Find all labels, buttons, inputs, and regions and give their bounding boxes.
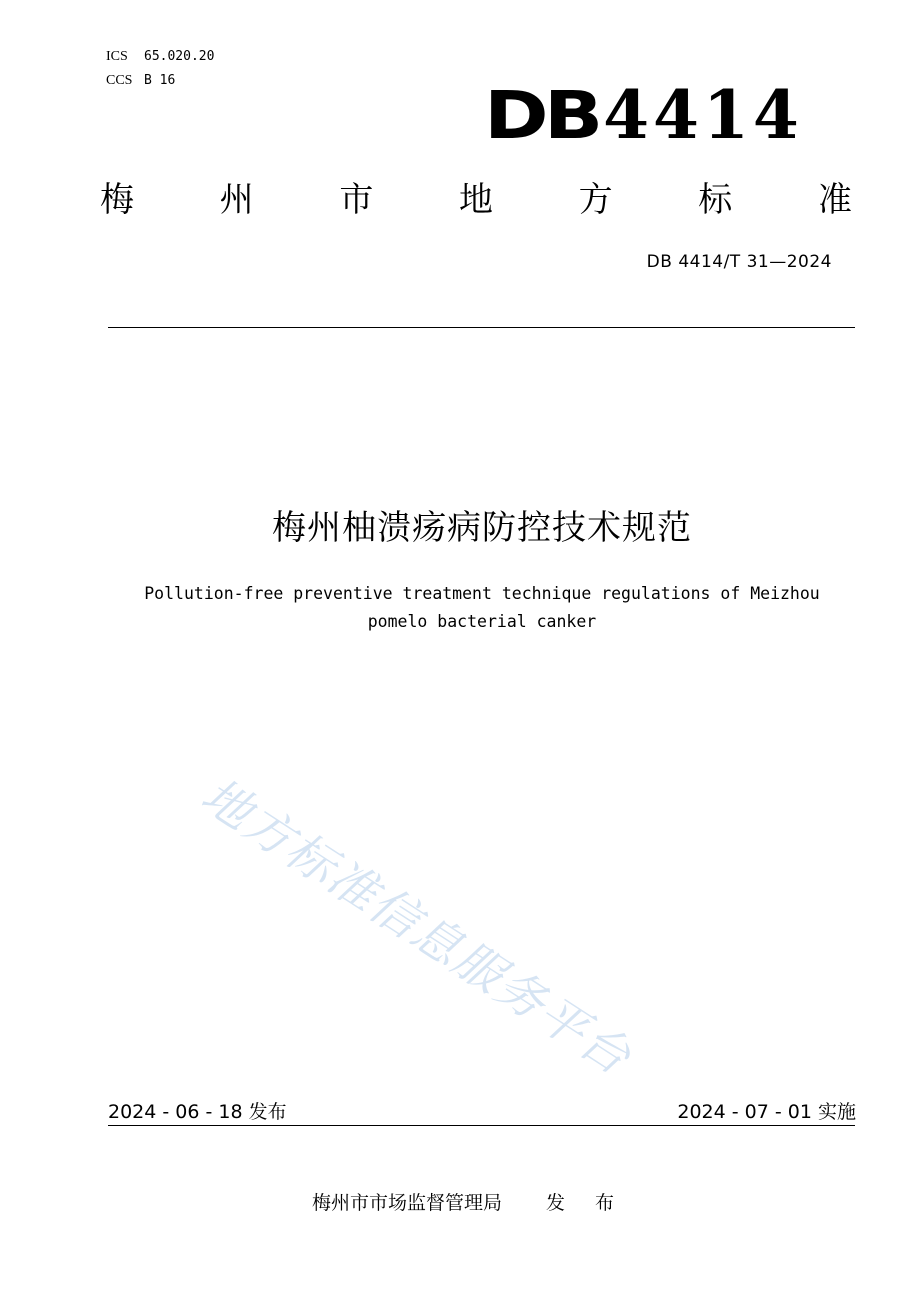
ics-value: 65.020.20 [144,49,215,64]
title-chinese: 梅州柚溃疡病防控技术规范 [272,508,692,548]
db-logo-number: 4414 [603,76,803,154]
footer-divider [108,1125,855,1126]
standard-kind [100,178,852,222]
watermark: 地方标准信息服务平台 [191,767,642,1087]
implement-date: 2024 - 07 - 01 实施 [677,1101,856,1123]
header-divider [108,327,855,328]
title-english-line: Pollution-free preventive treatment technique regulations of Meizhou [144,584,820,603]
db-logo-prefix: DB [484,77,599,154]
standard-kind-char: 梅 [100,180,134,220]
ccs-row [106,69,214,93]
standard-kind-char: 市 [339,180,374,220]
classification-codes [106,45,214,93]
release-date: 2024 - 06 - 18 发布 [108,1101,287,1123]
standard-kind-char: 方 [578,180,613,220]
issuer-name: 梅州市市场监督管理局 [312,1192,503,1214]
standard-kind-char: 地 [458,180,493,220]
title-english-line: pomelo bacterial canker [367,612,597,631]
standard-kind-char: 州 [219,180,254,220]
db-logo [484,76,803,154]
issue-action: 发 布 [546,1192,627,1214]
issuer-line [312,1188,626,1215]
standard-kind-char: 准 [817,180,852,220]
standard-kind-char: 标 [698,180,733,220]
standard-number: DB 4414/T 31—2024 [646,252,832,272]
ccs-label: CCS [106,73,133,88]
ics-label: ICS [106,49,128,64]
title-english [100,580,864,636]
ics-row [106,45,214,69]
ccs-value: B 16 [144,73,176,88]
